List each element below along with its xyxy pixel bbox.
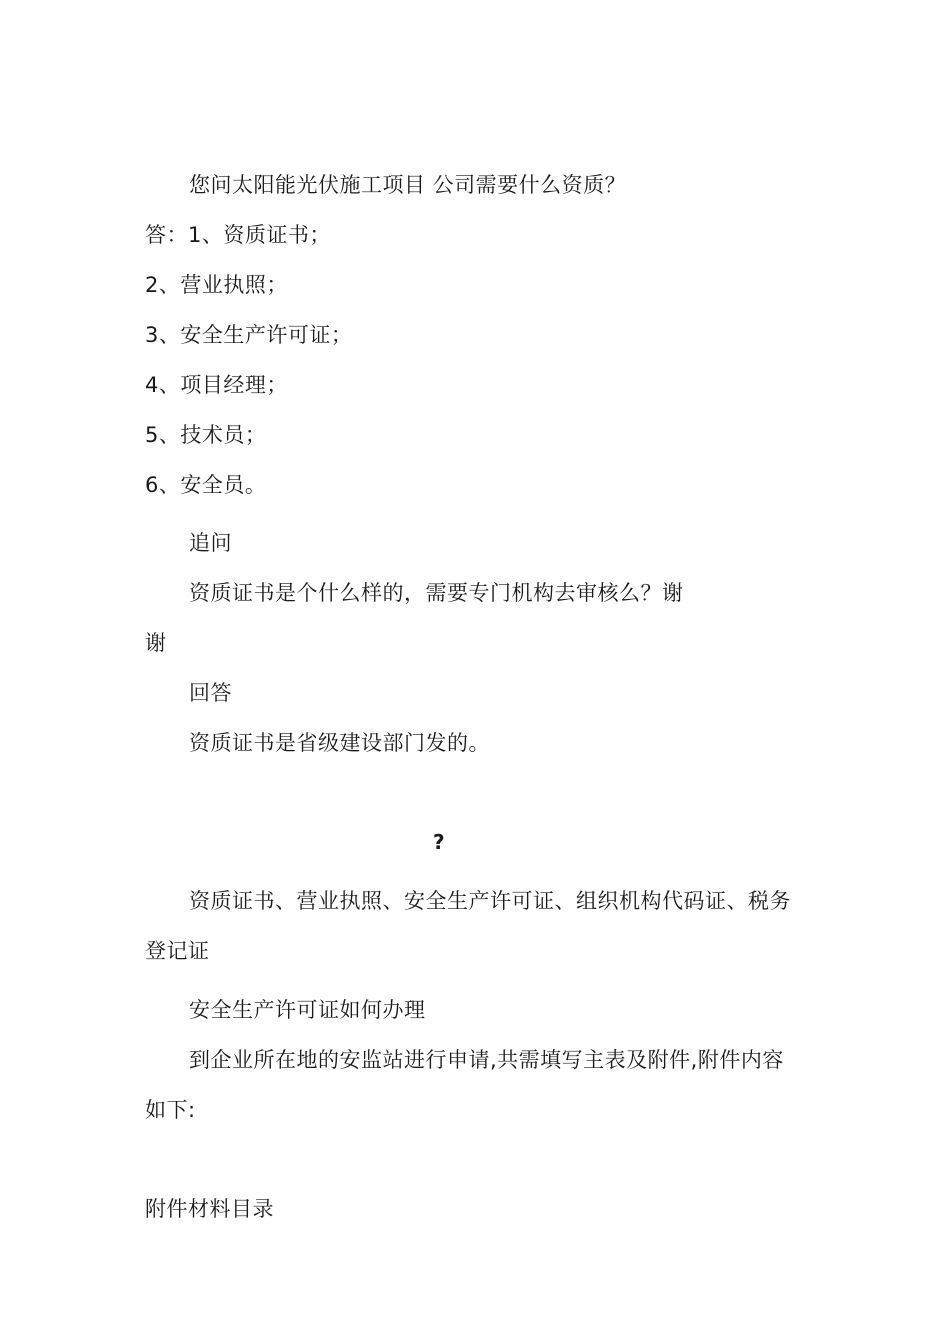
reply-text: 资质证书是省级建设部门发的。 [189,731,490,755]
answer-item-5: 5、技术员； [145,423,267,447]
documents-line2: 登记证 [145,939,210,963]
safety-license-line2: 如下: [145,1098,196,1122]
answer-item-3: 3、安全生产许可证； [145,323,353,347]
answer-item-2: 2、营业执照； [145,273,288,297]
attachments-heading: 附件材料目录 [145,1197,274,1221]
reply-label: 回答 [189,681,232,705]
answer-item-6: 6、安全员。 [145,473,267,497]
answer-item-1: 答：1、资质证书； [145,223,331,247]
followup-text-line1: 资质证书是个什么样的，需要专门机构去审核么？谢 [189,581,684,605]
safety-license-heading: 安全生产许可证如何办理 [189,998,426,1022]
question-title: 您问太阳能光伏施工项目 公司需要什么资质？ [189,173,627,197]
followup-text-line2: 谢 [145,631,167,655]
documents-line1: 资质证书、营业执照、安全生产许可证、组织机构代码证、税务 [189,889,791,913]
section-mark: ? [433,830,445,854]
safety-license-line1: 到企业所在地的安监站进行申请,共需填写主表及附件,附件内容 [189,1048,784,1072]
followup-label: 追问 [189,531,232,555]
answer-item-4: 4、项目经理； [145,373,288,397]
